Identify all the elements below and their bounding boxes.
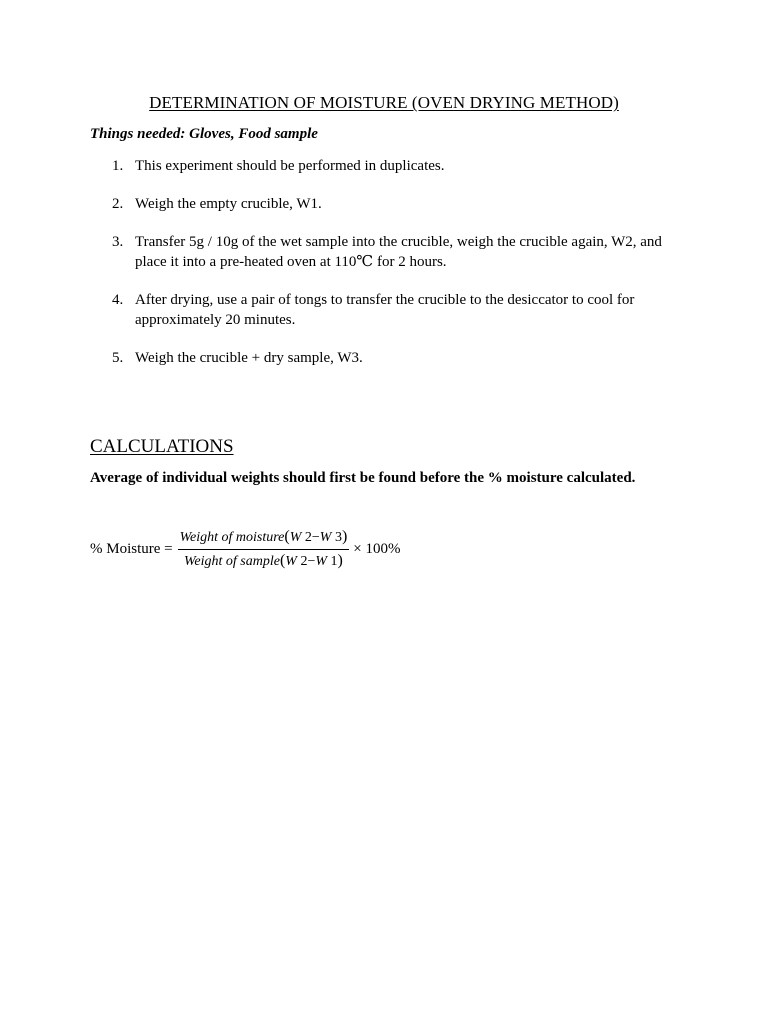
step-text-line: place it into a pre-heated oven at 110℃ for 2 hours. <box>135 254 447 270</box>
step-number: 1. <box>112 158 124 174</box>
formula-lhs: % Moisture = <box>90 540 173 557</box>
numerator-open-paren: ( <box>284 527 290 545</box>
numerator-var-b-index: 3 <box>334 529 342 545</box>
numerator-minus: − <box>311 529 320 545</box>
denominator-open-paren: ( <box>279 551 286 569</box>
step-text-line: After drying, use a pair of tongs to transfer the crucible to the desiccator to cool for <box>135 292 635 308</box>
calculations-heading: CALCULATIONS <box>90 436 234 457</box>
formula-rhs: × 100% <box>353 540 401 557</box>
step-text <box>135 232 680 272</box>
numerator-var-a-index: 2 <box>304 529 312 545</box>
denominator-var-a: W <box>285 553 297 569</box>
step-text <box>135 290 680 330</box>
step-number: 3. <box>112 234 124 250</box>
step-text-line: Weigh the empty crucible, W1. <box>135 196 322 212</box>
denominator-label: Weight of sample <box>184 553 280 569</box>
numerator-var-a: W <box>289 529 302 545</box>
step-number: 4. <box>112 292 124 308</box>
step-text-line: Weigh the crucible + dry sample, W3. <box>135 350 363 366</box>
formula-denominator <box>182 550 345 571</box>
step-number: 5. <box>112 350 124 366</box>
moisture-formula <box>90 527 401 571</box>
denominator-var-b: W <box>315 553 328 569</box>
denominator-minus: − <box>307 553 316 569</box>
page-title: DETERMINATION OF MOISTURE (OVEN DRYING METHOD) <box>149 93 619 112</box>
numerator-close-paren: ) <box>341 527 348 545</box>
denominator-var-b-index: 1 <box>330 553 338 569</box>
denominator-var-a-index: 2 <box>300 553 308 569</box>
things-needed-line: Things needed: Gloves, Food sample <box>90 126 318 142</box>
formula-fraction <box>178 528 350 571</box>
step-text-line: Transfer 5g / 10g of the wet sample into the crucible, weigh the crucible again, W2, and <box>135 234 662 250</box>
step-number: 2. <box>112 196 124 212</box>
numerator-label: Weight of moisture <box>179 529 285 545</box>
formula-numerator <box>178 528 350 550</box>
step-text <box>135 348 680 368</box>
step-text <box>135 156 680 176</box>
calculations-note: Average of individual weights should first be found before the % moisture calculated. <box>90 470 636 486</box>
numerator-var-b: W <box>319 529 332 545</box>
step-text <box>135 194 680 214</box>
step-text-line: approximately 20 minutes. <box>135 312 296 328</box>
step-text-line: This experiment should be performed in duplicates. <box>135 158 445 174</box>
denominator-close-paren: ) <box>337 551 343 569</box>
